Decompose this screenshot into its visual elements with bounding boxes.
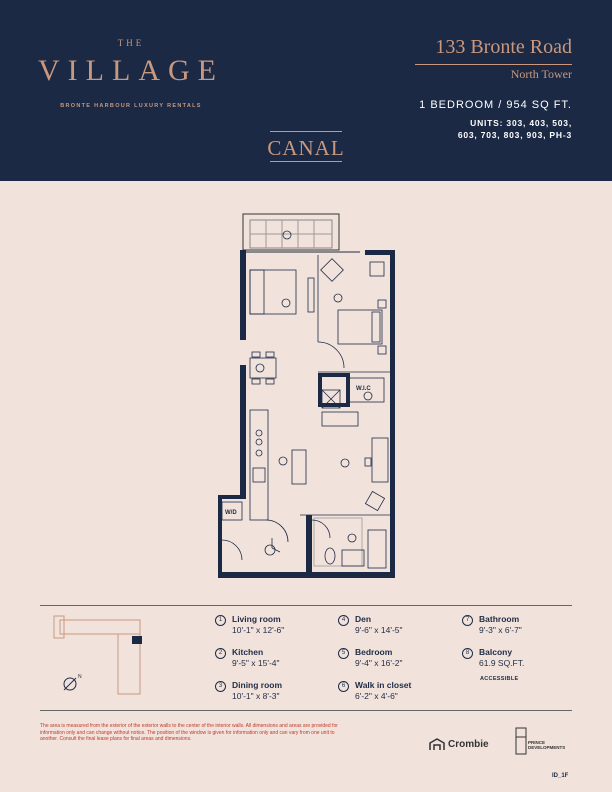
key-plan [40, 612, 160, 702]
burner [256, 439, 262, 445]
chair [252, 379, 260, 384]
wall [390, 250, 395, 578]
accessibility-icon-line [272, 548, 280, 552]
bath-floor [314, 518, 362, 566]
divider [40, 710, 572, 711]
compass-north: N [78, 674, 82, 680]
door-swing [266, 520, 288, 542]
toilet [325, 548, 335, 564]
prince-logo [528, 740, 565, 750]
prince-logo-icon [515, 727, 527, 755]
building-wing [60, 620, 140, 634]
room-number: 7 [462, 615, 473, 626]
brand-logo: VILLAGE [38, 54, 224, 87]
unit-highlight [132, 636, 142, 644]
wall [240, 250, 246, 340]
brand-tagline: BRONTE HARBOUR LUXURY RENTALS [60, 103, 202, 109]
room-num-7 [348, 534, 356, 542]
room-name: Kitchen [232, 647, 264, 657]
chair [266, 379, 274, 384]
room-number: 3 [215, 681, 226, 692]
room-dims: 9'-6" x 14'-5" [355, 625, 403, 635]
dining-table [250, 358, 276, 378]
room-num-2 [279, 457, 287, 465]
room-name: Bathroom [479, 614, 520, 624]
tower-name: North Tower [510, 67, 572, 81]
room-dims: 10'-1" x 12'-6" [232, 625, 285, 635]
floor-plan [210, 210, 400, 580]
bathtub [368, 530, 386, 568]
address: 133 Bronte Road [435, 36, 572, 58]
sofa-seat [250, 270, 264, 314]
vanity [342, 550, 364, 566]
divider [270, 161, 342, 162]
room-dims: 9'-3" x 6'-7" [479, 625, 522, 635]
room-name: Walk in closet [355, 680, 412, 690]
room-dims: 6'-2" x 4'-6" [355, 691, 398, 701]
desk-lamp [365, 458, 371, 466]
disclaimer: The area is measured from the exterior of the exterior walls to the center of the interior walls. All dimensions and areas are provided for information only and can change without notice. The position of the window is given for information only and can vary from one unit to another. Consult the final lease plans for final areas and dimensions. [40, 723, 338, 743]
unit-list [402, 117, 572, 141]
burner [256, 430, 262, 436]
room-name: Bedroom [355, 647, 393, 657]
room-num-6 [364, 392, 372, 400]
room-num-4 [341, 459, 349, 467]
island [292, 450, 306, 484]
room-name: Balcony [479, 647, 513, 657]
wall [218, 495, 222, 575]
armchair [321, 259, 344, 282]
chair [266, 352, 274, 357]
wall [240, 365, 246, 495]
room-name: Den [355, 614, 372, 624]
accessible-label: ACCESSIBLE [480, 676, 519, 682]
crombie-logo-icon [428, 738, 446, 752]
counter [322, 412, 358, 426]
divider [40, 605, 572, 606]
room-num-3 [256, 364, 264, 372]
door-swing [222, 540, 242, 560]
room-number: 1 [215, 615, 226, 626]
room-name: Dining room [232, 680, 283, 690]
wall [218, 495, 246, 499]
balcony [243, 214, 339, 250]
label-wd: W/D [225, 510, 237, 516]
side-table [370, 262, 384, 276]
room-num-1 [282, 299, 290, 307]
wall [306, 515, 312, 575]
crombie-logo: Crombie [448, 739, 489, 750]
desk [372, 438, 388, 482]
room-number: 2 [215, 648, 226, 659]
room-number: 8 [462, 648, 473, 659]
room-number: 4 [338, 615, 349, 626]
nightstand [378, 346, 386, 354]
unit-list-line: UNITS: 303, 403, 503, [470, 118, 572, 128]
unit-type: 1 BEDROOM / 954 SQ FT. [419, 99, 572, 111]
desk-chair [365, 491, 384, 510]
divider [415, 64, 572, 65]
room-dims: 9'-5" x 15'-4" [232, 658, 280, 668]
divider [270, 131, 342, 132]
sink [253, 468, 265, 482]
label-wic: W.I.C [356, 386, 371, 392]
unit-list-line: 603, 703, 803, 903, PH-3 [457, 130, 572, 140]
prince-line: PRINCE [528, 740, 546, 745]
bed [338, 310, 382, 344]
document-code: ID_1F [552, 773, 569, 779]
pillow [372, 312, 380, 342]
room-num-5 [334, 294, 342, 302]
room-number: 5 [338, 648, 349, 659]
prince-line: DEVELOPMENTS [528, 745, 566, 750]
sofa [250, 270, 296, 314]
room-number: 6 [338, 681, 349, 692]
room-dims: 9'-4" x 16'-2" [355, 658, 403, 668]
door-swing [312, 520, 330, 538]
brand-the: THE [117, 38, 145, 48]
room-dims: 10'-1" x 8'-3" [232, 691, 280, 701]
building-wing [54, 616, 64, 638]
exterior-walls [218, 250, 395, 578]
media-unit [308, 278, 314, 312]
room-dims: 61.9 SQ.FT. [479, 658, 525, 668]
room-name: Living room [232, 614, 281, 624]
accessibility-icon [265, 545, 275, 555]
nightstand [378, 300, 386, 308]
chair [252, 352, 260, 357]
burner [256, 450, 262, 456]
door-swing [318, 342, 344, 368]
room-num-8 [283, 231, 291, 239]
kitchen-counter [250, 410, 268, 520]
plan-name: CANAL [267, 136, 345, 160]
header-banner [0, 0, 612, 181]
